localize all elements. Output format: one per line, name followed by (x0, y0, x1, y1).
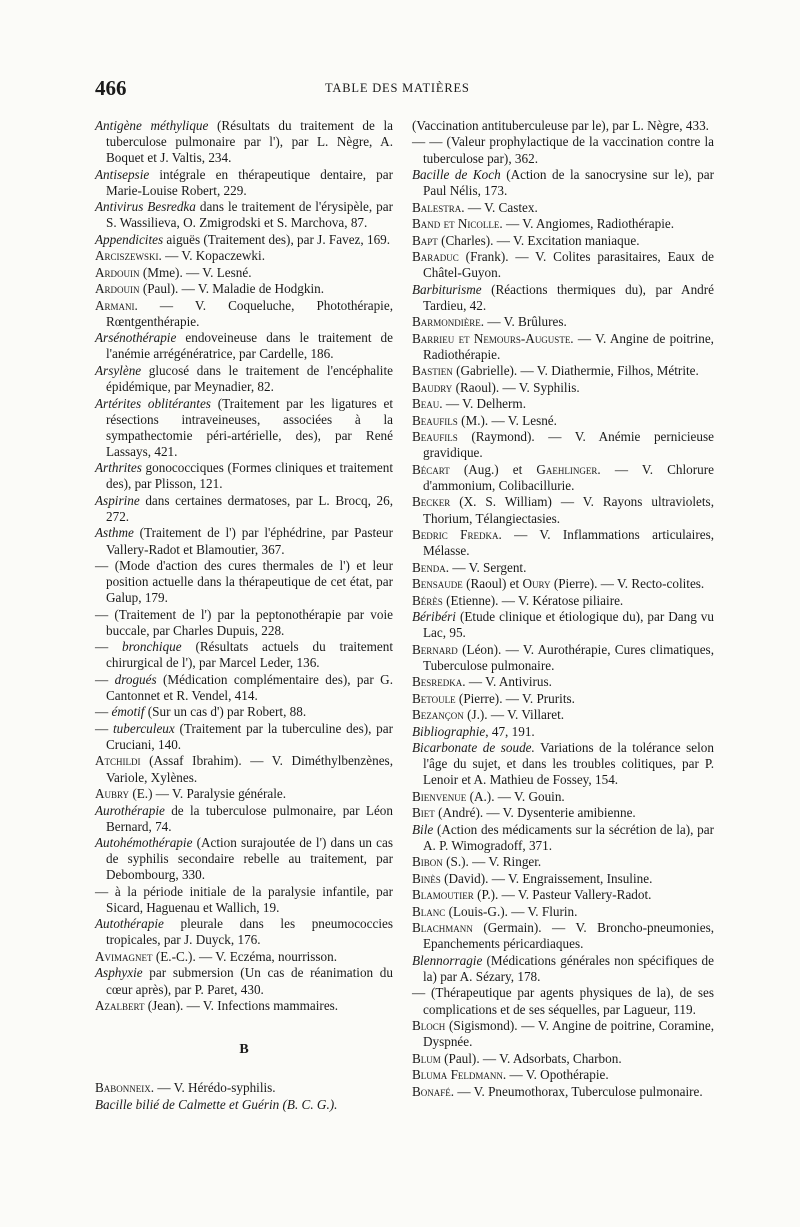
author-name: Bedric Fredka. (412, 526, 502, 542)
entry-text: — V. Angiomes, Radiothérapie. (502, 216, 675, 232)
entry-keyword: Bacille bilié de Calmette et Guérin (B. C. G.). (95, 1096, 338, 1112)
index-entry (412, 249, 714, 281)
entry-text: (E.) — V. Paralysie générale. (129, 786, 287, 802)
entry-text: (Mme). — V. Lesné. (139, 264, 252, 280)
author-name: Bonafé. (412, 1083, 455, 1099)
entry-text: par submersion (Un cas de réanimation du cœur après), par P. Paret, 430. (106, 965, 393, 997)
author-name: Blum (412, 1050, 441, 1066)
entry-text: (Médication complémentaire des), par G. Cantonnet et R. Vendel, 414. (106, 671, 394, 703)
entry-text: (P.). — V. Pasteur Vallery-Radot. (473, 887, 652, 903)
entry-text: (Germain). — V. Broncho-pneumonies, Epanchements péricardiaques. (423, 920, 714, 952)
index-entry (95, 460, 393, 492)
index-entry (95, 753, 393, 785)
entry-text: (Raoul). — V. Syphilis. (452, 379, 580, 395)
index-entry (412, 642, 714, 674)
index-entry (412, 494, 714, 526)
index-entry (412, 593, 714, 609)
entry-text: (Pierre). — V. Recto-colites. (550, 576, 705, 592)
entry-text: (Etienne). — V. Kératose piliaire. (442, 592, 624, 608)
author-name: Ardouin (95, 264, 140, 280)
index-entry (95, 167, 393, 199)
author-name: Bluma Feldmann. (412, 1067, 507, 1083)
entry-text: (Traitement par la tuberculine des), par Cruciani, 140. (106, 720, 394, 752)
entry-text: (Gabrielle). — V. Diathermie, Filhos, Métrite. (452, 363, 699, 379)
index-entry (412, 363, 714, 379)
entry-keyword: Arsylène (95, 362, 142, 378)
entry-text: Variations de la tolérance selon l'âge du sujet, et dans les troubles colitiques, par P. Lenoir et A. Mathieu de Fossey, 154. (423, 740, 714, 788)
entry-keyword: bronchique (122, 639, 182, 655)
entry-keyword: Bibliographie (412, 723, 486, 739)
index-entry (95, 118, 393, 166)
index-entry (95, 396, 393, 460)
index-entry (412, 707, 714, 723)
entry-text: (Aug.) et (449, 461, 537, 477)
entry-text: (Assaf Ibrahim). — V. Diméthylbenzènes, Variole, Xylènes. (106, 753, 393, 785)
index-entry (95, 281, 393, 297)
entry-keyword: Arthrites (95, 460, 142, 476)
entry-keyword: Autothérapie (95, 916, 164, 932)
index-entry (412, 1084, 714, 1100)
entry-text: (Vaccination antituberculeuse par le), par L. Nègre, 433. (412, 118, 709, 133)
entry-text: (Action des médicaments sur la sécrétion de la), par A. P. Wimogradoff, 371. (423, 821, 714, 853)
entry-text: (Action de la sanocrysine sur le), par Paul Nélis, 173. (423, 167, 714, 199)
author-name: Blachmann (412, 920, 473, 936)
entry-keyword: Asthme (95, 525, 134, 541)
index-entry (95, 558, 393, 606)
entry-text: gonococciques (Formes cliniques et traitement des), par Plisson, 121. (106, 460, 393, 492)
index-entry (95, 721, 393, 753)
author-name: Aubry (95, 786, 130, 802)
entry-text: — V. Inflammations articulaires, Mélasse. (423, 526, 714, 559)
page-number: 466 (95, 76, 127, 100)
author-name: Betoule (412, 690, 456, 706)
index-entry (412, 887, 714, 903)
entry-keyword: Aurothérapie (95, 802, 165, 818)
entry-keyword: Asphyxie (95, 965, 143, 981)
entry-keyword: Antigène méthylique (95, 118, 209, 133)
entry-keyword: Aspirine (95, 492, 140, 508)
index-entry (412, 282, 714, 314)
entry-keyword: Appendicites (95, 231, 164, 247)
author-name: Gaehlinger. (536, 461, 601, 477)
index-entry (412, 871, 714, 887)
index-entry (95, 525, 393, 557)
index-entry (95, 248, 393, 264)
author-name: Azalbert (95, 998, 145, 1013)
entry-text: — V. Antivirus. (465, 674, 552, 690)
index-entry (412, 560, 714, 576)
index-entry (95, 363, 393, 395)
author-name: Ardouin (95, 281, 140, 297)
index-entry (412, 380, 714, 396)
index-entry (412, 724, 714, 740)
entry-text: — — (Valeur prophylactique de la vaccination contre la tuberculose par), 362. (412, 134, 714, 166)
index-entry (412, 462, 714, 494)
entry-text: — V. Opothérapie. (506, 1067, 609, 1083)
index-entry (412, 429, 714, 461)
index-entry (95, 672, 393, 704)
author-name: Bernard (412, 641, 458, 657)
entry-text: (Médications générales non spécifiques de la) par A. Sézary, 178. (423, 952, 714, 984)
index-entry (412, 953, 714, 985)
entry-text: (Paul). — V. Adsorbats, Charbon. (440, 1050, 622, 1066)
index-entry (95, 835, 393, 883)
author-name: Bécart (412, 461, 450, 477)
index-entry (412, 413, 714, 429)
left-column (95, 118, 393, 1113)
entry-text: (Paul). — V. Maladie de Hodgkin. (139, 281, 325, 297)
index-entry (412, 854, 714, 870)
entry-text: (S.). — V. Ringer. (442, 854, 542, 870)
index-entry (95, 884, 393, 916)
index-entry (412, 805, 714, 821)
index-entry (412, 216, 714, 232)
entry-text: (Traitement par les ligatures et résections intraveineuses, associées à la sympathectomie péri-artérielle, des), par René Lassays, 421. (106, 395, 393, 459)
index-entry (95, 965, 393, 997)
entry-text: — V. Hérédo-syphilis. (154, 1080, 276, 1096)
entry-text: — V. Brûlures. (484, 314, 567, 330)
entry-text: aiguës (Traitement des), par J. Favez, 169. (163, 231, 391, 247)
index-entry (95, 199, 393, 231)
index-entry (412, 396, 714, 412)
author-name: Bapt (412, 232, 438, 248)
index-entry (95, 639, 393, 671)
entry-text: — (95, 704, 112, 720)
entry-keyword: tuberculeux (112, 720, 175, 736)
author-name: Bensaude (412, 576, 463, 592)
author-name: Beaufils (412, 429, 458, 445)
entry-text: — (Traitement de l') par la peptonothérapie par voie buccale, par Charles Dupuis, 228. (95, 606, 393, 638)
index-entry (412, 691, 714, 707)
index-entry (95, 803, 393, 835)
entry-text: (Résultats du traitement de la tuberculose pulmonaire par l'), par L. Nègre, A. Boquet et J. Valtis, 234. (106, 118, 393, 166)
entry-text: , 47, 191. (485, 723, 535, 739)
author-name: Baraduc (412, 249, 459, 265)
index-entry (412, 920, 714, 952)
running-title: TABLE DES MATIÈRES (325, 81, 470, 95)
index-entry (412, 314, 714, 330)
index-entry (95, 607, 393, 639)
author-name: Bloch (412, 1018, 446, 1033)
author-name: Blanc (412, 903, 446, 919)
author-name: Bastien (412, 363, 453, 379)
index-entry (412, 200, 714, 216)
index-entry (412, 576, 714, 592)
entry-text: — (95, 639, 123, 655)
index-entry (95, 232, 393, 248)
index-entry (412, 822, 714, 854)
index-entry (412, 1067, 714, 1083)
entry-text: intégrale en thérapeutique dentaire, par Marie-Louise Robert, 229. (106, 166, 393, 198)
index-entry (95, 298, 393, 330)
entry-text: glucosé dans le traitement de l'encéphalite épidémique, par Meynadier, 82. (106, 362, 393, 395)
index-entry (412, 609, 714, 641)
entry-keyword: Bile (412, 821, 434, 837)
entry-text: (Léon). — V. Aurothérapie, Cures climatiques, Tuberculose pulmonaire. (423, 641, 714, 673)
entry-text: (André). — V. Dysenterie amibienne. (434, 805, 636, 821)
index-entry (412, 331, 714, 363)
entry-text: (Raymond). — V. Anémie pernicieuse gravidique. (423, 429, 714, 461)
index-entry (412, 167, 714, 199)
index-entry (412, 1018, 714, 1050)
index-entry (412, 134, 714, 166)
author-name: Balestra. (412, 199, 465, 215)
author-name: Beau. (412, 396, 443, 412)
entry-text: pleurale dans les pneumococcies tropicales, par J. Duyck, 176. (106, 916, 393, 948)
author-name: Atchildi (95, 753, 141, 769)
entry-text: — V. Chlorure d'ammonium, Colibacillurie. (423, 461, 714, 493)
index-entry (95, 704, 393, 720)
entry-keyword: drogués (114, 671, 157, 687)
author-name: Bibon (412, 854, 443, 870)
entry-keyword: Arsénothérapie (95, 330, 177, 346)
entry-text: dans le traitement de l'érysipèle, par S. Wassilieva, O. Zmigrodski et S. Marchova, 87. (106, 199, 393, 231)
entry-text: (Pierre). — V. Prurits. (455, 690, 575, 706)
entry-text: — V. Kopaczewki. (161, 248, 265, 264)
page-header (95, 76, 715, 100)
entry-text: dans certaines dermatoses, par L. Brocq, 26, 272. (106, 492, 393, 524)
author-name: Bezançon (412, 707, 464, 723)
index-entry (412, 674, 714, 690)
index-entry (95, 1097, 393, 1113)
entry-text: (A.). — V. Gouin. (466, 788, 565, 804)
index-entry (95, 998, 393, 1014)
author-name: Blamoutier (412, 887, 474, 903)
entry-text: (Louis-G.). — V. Flurin. (445, 903, 578, 919)
index-entry (412, 740, 714, 788)
right-column (412, 118, 714, 1100)
entry-keyword: Bicarbonate de soude. (412, 740, 535, 756)
author-name: Binès (412, 870, 441, 886)
entry-text: (M.). — V. Lesné. (457, 412, 557, 428)
entry-keyword: Antivirus Besredka (95, 199, 196, 215)
index-entry (95, 1080, 393, 1096)
entry-text: — V. Pneumothorax, Tuberculose pulmonaire. (454, 1083, 703, 1099)
author-name: Biet (412, 805, 435, 821)
entry-keyword: Bacille de Koch (412, 167, 501, 183)
entry-text: — (95, 671, 115, 687)
entry-keyword: Blennorragie (412, 952, 483, 968)
entry-text: (J.). — V. Villaret. (463, 707, 565, 723)
index-entry (95, 916, 393, 948)
index-entry (95, 786, 393, 802)
author-name: Babonneix. (95, 1080, 155, 1096)
section-letter: B (239, 1042, 249, 1058)
entry-text: — V. Castex. (464, 199, 538, 215)
author-name: Beaufils (412, 412, 458, 428)
entry-text: — V. Coqueluche, Photothérapie, Rœntgenthérapie. (106, 297, 393, 329)
entry-text: (Réactions thermiques du), par André Tardieu, 42. (423, 281, 714, 313)
index-entry (95, 330, 393, 362)
entry-text: (Sigismond). — V. Angine de poitrine, Coramine, Dyspnée. (423, 1018, 714, 1050)
entry-text: (David). — V. Engraissement, Insuline. (440, 870, 653, 886)
index-entry (412, 904, 714, 920)
index-entry (95, 949, 393, 965)
entry-text: (X. S. William) — V. Rayons ultraviolets, Thorium, Télangiectasies. (423, 494, 714, 526)
author-name: Barmondière. (412, 314, 485, 330)
index-entry (412, 1051, 714, 1067)
index-entry (412, 527, 714, 559)
entry-text: — (95, 720, 113, 736)
entry-text: endoveineuse dans le traitement de l'anémie arrégénératrice, par Cardelle, 186. (106, 330, 393, 362)
entry-text: — V. Delherm. (442, 396, 526, 412)
entry-text: (Raoul) et (462, 576, 523, 592)
author-name: Band et Nicolle. (412, 216, 503, 232)
author-name: Benda. (412, 559, 450, 575)
entry-text: — V. Sergent. (449, 559, 527, 575)
author-name: Barrieu et Nemours-Auguste. (412, 330, 574, 346)
entry-text: (Jean). — V. Infections mammaires. (144, 998, 339, 1013)
index-entry (95, 265, 393, 281)
entry-keyword: Artérites oblitérantes (95, 395, 211, 411)
entry-text: de la tuberculose pulmonaire, par Léon Bernard, 74. (106, 802, 393, 834)
author-name: Avimagnet (95, 948, 153, 964)
entry-keyword: émotif (111, 704, 145, 720)
entry-text: (Frank). — V. Colites parasitaires, Eaux de Châtel-Guyon. (423, 249, 714, 281)
entry-text: (Action surajoutée de l') dans un cas de syphilis secondaire rebelle au traitement, par Debombourg, 330. (106, 835, 393, 883)
index-entry (95, 493, 393, 525)
entry-keyword: Béribéri (412, 609, 456, 625)
entry-text: — (Thérapeutique par agents physiques de la), de ses complications et de ses séquelles, par Lagueur, 119. (412, 985, 714, 1017)
entry-text: (Etude clinique et étiologique du), par Dang vu Lac, 95. (423, 609, 714, 641)
author-name: Besredka. (412, 674, 466, 690)
entry-text: (E.-C.). — V. Eczéma, nourrisson. (152, 948, 337, 964)
author-name: Arciszewski. (95, 248, 162, 264)
entry-text: (Charles). — V. Excitation maniaque. (437, 232, 640, 248)
entry-text: (Sur un cas d') par Robert, 88. (144, 704, 307, 720)
index-entry (412, 985, 714, 1017)
entry-text: (Résultats actuels du traitement chirurgical de l'), par Marcel Leder, 136. (106, 639, 393, 671)
index-entry (412, 789, 714, 805)
author-name: Bérès (412, 592, 443, 608)
entry-keyword: Antisepsie (95, 166, 150, 182)
entry-text: (Traitement de l') par l'éphédrine, par Pasteur Vallery-Radot et Blamoutier, 367. (106, 525, 393, 557)
entry-text: — V. Angine de poitrine, Radiothérapie. (423, 330, 714, 362)
index-entry (412, 233, 714, 249)
entry-text: — à la période initiale de la paralysie infantile, par Sicard, Haguenau et Wallich, 19. (95, 883, 393, 915)
author-name: Becker (412, 494, 451, 510)
entry-keyword: Barbiturisme (412, 281, 482, 297)
author-name: Bienvenue (412, 788, 467, 804)
author-name: Baudry (412, 379, 453, 395)
index-entry (412, 118, 714, 134)
entry-text: — (Mode d'action des cures thermales de l') et leur position actuelle dans la thérapeutique de cet état, par Galup, 179. (95, 558, 393, 606)
entry-keyword: Autohémothérapie (95, 835, 193, 851)
author-name: Oury (522, 576, 551, 592)
author-name: Armani. (95, 297, 138, 313)
